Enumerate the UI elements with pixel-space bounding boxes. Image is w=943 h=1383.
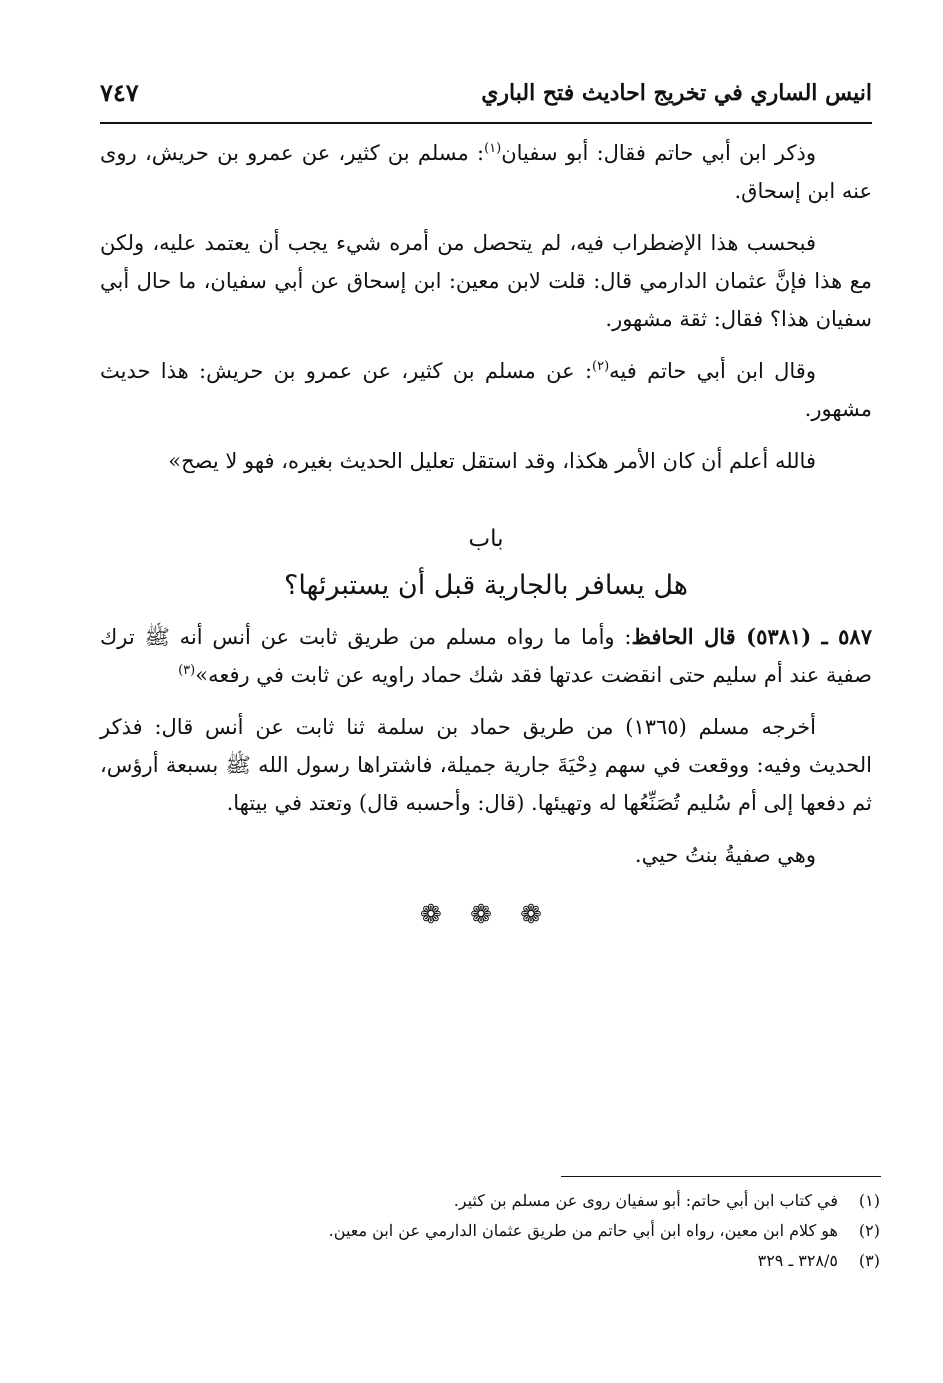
footnote-ref-3: (٣)	[178, 663, 196, 678]
paragraph-1-text-a: وذكر ابن أبي حاتم فقال: أبو سفيان	[501, 141, 816, 165]
footnotes	[100, 1186, 880, 1276]
page-number: ٧٤٧	[100, 78, 139, 107]
paragraph-4: فالله أعلم أن كان الأمر هكذا، وقد استقل تعليل الحديث بغيره، فهو لا يصح»	[168, 449, 816, 473]
footnote-1-text: في كتاب ابن أبي حاتم: أبو سفيان روى عن مسلم بن كثير.	[453, 1191, 838, 1210]
paragraph-3-text-a: وقال ابن أبي حاتم فيه	[609, 359, 816, 383]
hadith-paragraph	[100, 618, 872, 694]
paragraph-1-text-b: : مسلم بن كثير، عن عمرو بن حريش، روى عنه ابن إسحاق.	[100, 141, 872, 203]
paragraph-5: أخرجه مسلم (١٣٦٥) من طريق حماد بن سلمة ثنا ثابت عن أنس قال: فذكر الحديث وفيه: ووقعت في سهم دِحْيَةَ جارية جميلة، فاشتراها رسول الله ﷺ بسبعة أرؤس، ثم دفعها إلى أم سُليم تُصَنِّعُها له وتهيئها. (قال: وأحسبه قال) وتعتد في بيتها.	[100, 715, 872, 815]
footnote-1-number: (١)	[858, 1191, 880, 1210]
footnote-2-number: (٢)	[858, 1221, 880, 1240]
footnote-separator	[561, 1176, 881, 1177]
hadith-text: : وأما ما رواه مسلم من طريق ثابت عن أنس أنه ﷺ ترك صفية عند أم سليم حتى انقضت عدتها فقد شك حماد راويه عن ثابت في رفعه»	[100, 625, 872, 687]
running-title: انيس الساري في تخريج احاديث فتح الباري	[481, 80, 872, 106]
paragraph-3	[100, 352, 872, 428]
footnote-2-text: هو كلام ابن معين، رواه ابن أبي حاتم من طريق عثمان الدارمي عن ابن معين.	[328, 1221, 838, 1240]
footnote-3-text: ٣٢٨/٥ ـ ٣٢٩	[757, 1251, 838, 1270]
paragraph-2: فبحسب هذا الإضطراب فيه، لم يتحصل من أمره شيء يجب أن يعتمد عليه، ولكن مع هذا فإنَّ عثمان الدارمي قال: قلت لابن معين: ابن إسحاق عن أبي سفيان، ما حال أبي سفيان هذا؟ فقال: ثقة مشهور.	[100, 231, 872, 331]
ornament-divider: ❁ ❁ ❁	[420, 900, 552, 930]
hadith-number: ٥٨٧ ـ (٥٣٨١) قال الحافظ	[631, 624, 872, 649]
footnote-2	[100, 1216, 880, 1246]
footnote-3	[100, 1246, 880, 1276]
paragraph-3-text-b: : عن مسلم بن كثير، عن عمرو بن حريش: هذا حديث مشهور.	[100, 359, 872, 421]
footnote-3-number: (٣)	[858, 1251, 880, 1270]
footnote-1	[100, 1186, 880, 1216]
page-header	[100, 72, 872, 124]
chapter-title: هل يسافر بالجارية قبل أن يستبرئها؟	[283, 570, 689, 601]
paragraph-1	[100, 134, 872, 210]
paragraph-6: وهي صفيةُ بنتُ حيي.	[634, 843, 816, 867]
footnote-ref-2: (٢)	[592, 359, 610, 374]
footnote-ref-1: (١)	[484, 141, 502, 156]
chapter-label: باب	[468, 526, 504, 552]
main-text	[100, 134, 872, 934]
